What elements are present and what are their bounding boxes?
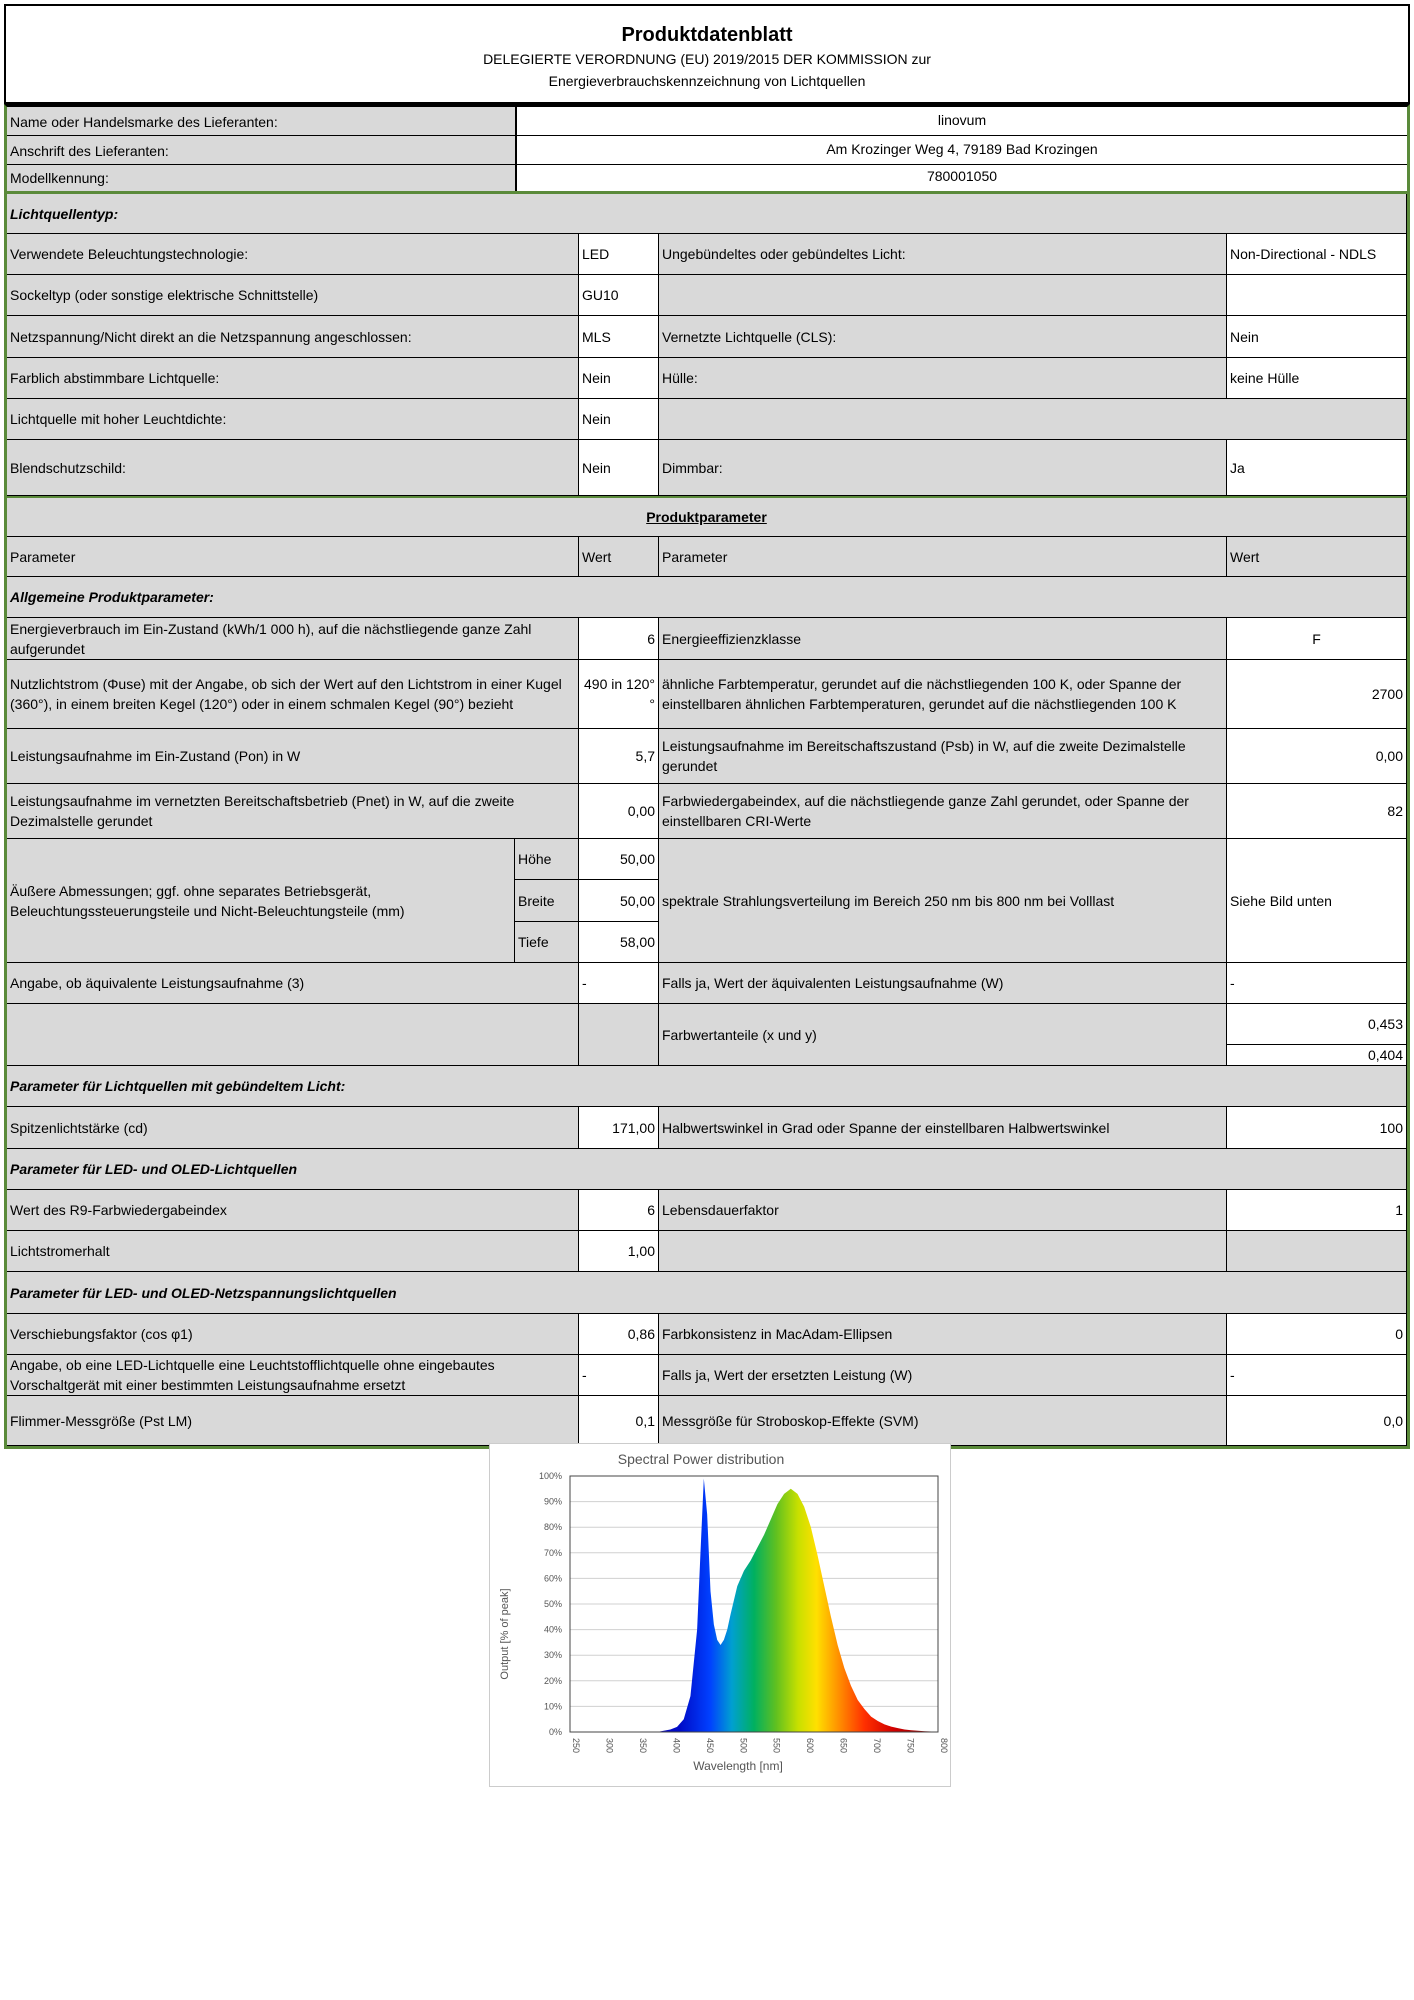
regulation-line-1: DELEGIERTE VERORDNUNG (EU) 2019/2015 DER KOMMISSION zur <box>483 51 931 67</box>
cell-value: Nein <box>1227 316 1407 358</box>
cell-value: 6 <box>579 618 659 660</box>
cell-label: Dimmbar: <box>659 440 1227 496</box>
y-tick-label: 0% <box>548 1727 562 1737</box>
cell-value: - <box>1227 1355 1407 1396</box>
cell-value: 6 <box>579 1190 659 1231</box>
cell-value: - <box>1227 963 1407 1004</box>
cell-value: Nein <box>579 358 659 399</box>
y-tick-label: 50% <box>543 1599 562 1609</box>
header <box>4 4 1410 104</box>
cell-label: Netzspannung/Nicht direkt an die Netzspannung angeschlossen: <box>7 316 579 358</box>
x-tick-label: 400 <box>671 1738 682 1754</box>
dimension-label: Breite <box>515 880 579 922</box>
empty-cell <box>579 1004 659 1066</box>
cell-label: Farbwertanteile (x und y) <box>659 1004 1227 1066</box>
chart-title: Spectral Power distribution <box>617 1451 785 1467</box>
x-tick-label: 800 <box>939 1738 949 1754</box>
cell-value: LED <box>579 234 659 275</box>
cell-label: Lichtquelle mit hoher Leuchtdichte: <box>7 399 579 440</box>
chromaticity-x-value: 0,453 <box>1227 1004 1407 1045</box>
dimension-value: 58,00 <box>579 922 659 963</box>
cell-label: Energieeffizienzklasse <box>659 618 1227 660</box>
cell-label: Falls ja, Wert der äquivalenten Leistungsaufnahme (W) <box>659 963 1227 1004</box>
spectrum-area <box>570 1479 938 1732</box>
cell-label: Energieverbrauch im Ein-Zustand (kWh/1 000 h), auf die nächstliegende ganze Zahl aufgerundet <box>7 618 579 660</box>
supplier-section <box>4 104 1410 191</box>
cell-label: Lebensdauerfaktor <box>659 1190 1227 1231</box>
cell-label: Falls ja, Wert der ersetzten Leistung (W) <box>659 1355 1227 1396</box>
supplier-name-value: linovum <box>937 112 987 128</box>
column-header: Wert <box>1227 537 1407 577</box>
cell-value: 1 <box>1227 1190 1407 1231</box>
x-tick-label: 350 <box>637 1738 648 1754</box>
x-tick-label: 550 <box>771 1738 782 1754</box>
cell-value: 0 <box>1227 1314 1407 1355</box>
y-tick-label: 100% <box>538 1471 562 1481</box>
cell-label: Farbkonsistenz in MacAdam-Ellipsen <box>659 1314 1227 1355</box>
cell-value: 0,86 <box>579 1314 659 1355</box>
cell-label: Farblich abstimmbare Lichtquelle: <box>7 358 579 399</box>
cell-value: Nein <box>579 440 659 496</box>
x-tick-label: 750 <box>905 1738 916 1754</box>
cell-value: 490 in 120°° <box>579 660 659 729</box>
supplier-row <box>7 165 1407 191</box>
supplier-address-label: Anschrift des Lieferanten: <box>7 136 517 164</box>
supplier-address-value: Am Krozinger Weg 4, 79189 Bad Krozingen <box>826 141 1098 157</box>
y-tick-label: 90% <box>543 1496 562 1507</box>
section-directional-parameters: Parameter für Lichtquellen mit gebündeltem Licht: <box>7 1066 1407 1107</box>
x-tick-label: 500 <box>738 1738 749 1754</box>
column-header: Parameter <box>7 537 579 577</box>
cell-value: 0,00 <box>1227 729 1407 784</box>
supplier-row <box>7 107 1407 136</box>
x-tick-label: 700 <box>872 1738 883 1754</box>
cell-label: Wert des R9-Farbwiedergabeindex <box>7 1190 579 1231</box>
cell-value: 100 <box>1227 1107 1407 1149</box>
cell-label: Leistungsaufnahme im vernetzten Bereitschaftsbetrieb (Pnet) in W, auf die zweite Dezimalstelle gerundet <box>7 784 579 839</box>
cell-label: Blendschutzschild: <box>7 440 579 496</box>
y-tick-label: 10% <box>543 1701 562 1712</box>
y-tick-label: 40% <box>543 1624 562 1635</box>
cell-value: 0,1 <box>579 1396 659 1446</box>
cell-label: Vernetzte Lichtquelle (CLS): <box>659 316 1227 358</box>
empty-cell <box>659 275 1227 316</box>
cell-label: Farbwiedergabeindex, auf die nächstliegende ganze Zahl gerundet, oder Spanne der einstellbaren CRI-Werte <box>659 784 1227 839</box>
cell-value: Ja <box>1227 440 1407 496</box>
cell-value: Non-Directional - NDLS <box>1227 234 1407 275</box>
cell-label: Nutzlichtstrom (Φuse) mit der Angabe, ob sich der Wert auf den Lichtstrom in einer Kugel (360°), in einem breiten Kegel (120°) oder in einem schmalen Kegel (90°) bezieht <box>7 660 579 729</box>
cell-value: 171,00 <box>579 1107 659 1149</box>
dimension-label: Tiefe <box>515 922 579 963</box>
cell-label: spektrale Strahlungsverteilung im Bereich 250 nm bis 800 nm bei Volllast <box>659 839 1227 963</box>
dimension-value: 50,00 <box>579 839 659 880</box>
cell-value: 0,0 <box>1227 1396 1407 1446</box>
empty-cell <box>1227 1231 1407 1272</box>
x-axis-label: Wavelength [nm] <box>693 1759 783 1773</box>
empty-cell <box>7 1004 579 1066</box>
cell-value: - <box>579 1355 659 1396</box>
cell-value: - <box>579 963 659 1004</box>
cell-label: Spitzenlichtstärke (cd) <box>7 1107 579 1149</box>
cell-value: 2700 <box>1227 660 1407 729</box>
cell-value: 82 <box>1227 784 1407 839</box>
cell-label: Sockeltyp (oder sonstige elektrische Schnittstelle) <box>7 275 579 316</box>
y-tick-label: 30% <box>543 1650 562 1661</box>
cell-label: Leistungsaufnahme im Bereitschaftszustand (Psb) in W, auf die zweite Dezimalstelle gerundet <box>659 729 1227 784</box>
cell-label: Flimmer-Messgröße (Pst LM) <box>7 1396 579 1446</box>
cell-value: F <box>1227 618 1407 660</box>
cell-label: Leistungsaufnahme im Ein-Zustand (Pon) in W <box>7 729 579 784</box>
cell-label: Verschiebungsfaktor (cos φ1) <box>7 1314 579 1355</box>
y-tick-label: 80% <box>543 1522 562 1533</box>
cell-label: Angabe, ob äquivalente Leistungsaufnahme (3) <box>7 963 579 1004</box>
cell-label: Hülle: <box>659 358 1227 399</box>
column-header: Parameter <box>659 537 1227 577</box>
cell-label: Messgröße für Stroboskop-Effekte (SVM) <box>659 1396 1227 1446</box>
section-mains-led-parameters: Parameter für LED- und OLED-Netzspannungslichtquellen <box>7 1272 1407 1314</box>
chromaticity-y-value: 0,404 <box>1227 1045 1407 1066</box>
supplier-row <box>7 136 1407 165</box>
spectral-power-chart <box>490 1444 952 1788</box>
cell-label: Ungebündeltes oder gebündeltes Licht: <box>659 234 1227 275</box>
section-general-parameters: Allgemeine Produktparameter: <box>7 577 1407 618</box>
section-led-parameters: Parameter für LED- und OLED-Lichtquellen <box>7 1149 1407 1190</box>
x-tick-label: 600 <box>805 1738 816 1754</box>
cell-value: Siehe Bild unten <box>1227 839 1407 963</box>
page-title: Produktdatenblatt <box>621 24 793 46</box>
section-light-source-type: Lichtquellentyp: <box>7 194 1407 234</box>
empty-cell <box>659 1231 1227 1272</box>
x-tick-label: 250 <box>571 1738 581 1754</box>
cell-value: 1,00 <box>579 1231 659 1272</box>
column-header: Wert <box>579 537 659 577</box>
dimension-value: 50,00 <box>579 880 659 922</box>
cell-label: Lichtstromerhalt <box>7 1231 579 1272</box>
empty-cell <box>659 399 1407 440</box>
supplier-name-label: Name oder Handelsmarke des Lieferanten: <box>7 107 517 135</box>
y-axis-label: Output [% of peak] <box>499 1588 511 1680</box>
y-tick-label: 60% <box>543 1573 562 1584</box>
cell-value: keine Hülle <box>1227 358 1407 399</box>
cell-label: ähnliche Farbtemperatur, gerundet auf die nächstliegenden 100 K, oder Spanne der einstellbaren ähnlichen Farbtemperaturen, gerundet auf die nächstliegenden 100 K <box>659 660 1227 729</box>
x-tick-label: 300 <box>604 1738 615 1754</box>
model-id-value: 780001050 <box>926 168 998 184</box>
cell-value: 5,7 <box>579 729 659 784</box>
cell-label: Verwendete Beleuchtungstechnologie: <box>7 234 579 275</box>
dimension-label: Höhe <box>515 839 579 880</box>
spectral-chart-panel <box>489 1443 951 1787</box>
cell-value: GU10 <box>579 275 659 316</box>
cell-label: Halbwertswinkel in Grad oder Spanne der einstellbaren Halbwertswinkel <box>659 1107 1227 1149</box>
cell-label: Angabe, ob eine LED-Lichtquelle eine Leuchtstofflichtquelle ohne eingebautes Vorschaltgerät mit einer bestimmten Leistungsaufnahme ersetzt <box>7 1355 579 1396</box>
cell-value: Nein <box>579 399 659 440</box>
cell-value: MLS <box>579 316 659 358</box>
x-tick-label: 650 <box>838 1738 849 1754</box>
empty-cell <box>1227 275 1407 316</box>
cell-value: 0,00 <box>579 784 659 839</box>
x-tick-label: 450 <box>704 1738 715 1754</box>
parameter-table <box>4 191 1410 1449</box>
regulation-line-2: Energieverbrauchskennzeichnung von Lichtquellen <box>548 73 866 89</box>
model-id-label: Modellkennung: <box>7 165 517 191</box>
cell-label: Äußere Abmessungen; ggf. ohne separates Betriebsgerät, Beleuchtungssteuerungsteile und Nicht-Beleuchtungsteile (mm) <box>7 839 515 963</box>
y-tick-label: 20% <box>543 1675 562 1686</box>
y-tick-label: 70% <box>543 1547 562 1558</box>
section-product-parameters: Produktparameter <box>7 496 1407 537</box>
